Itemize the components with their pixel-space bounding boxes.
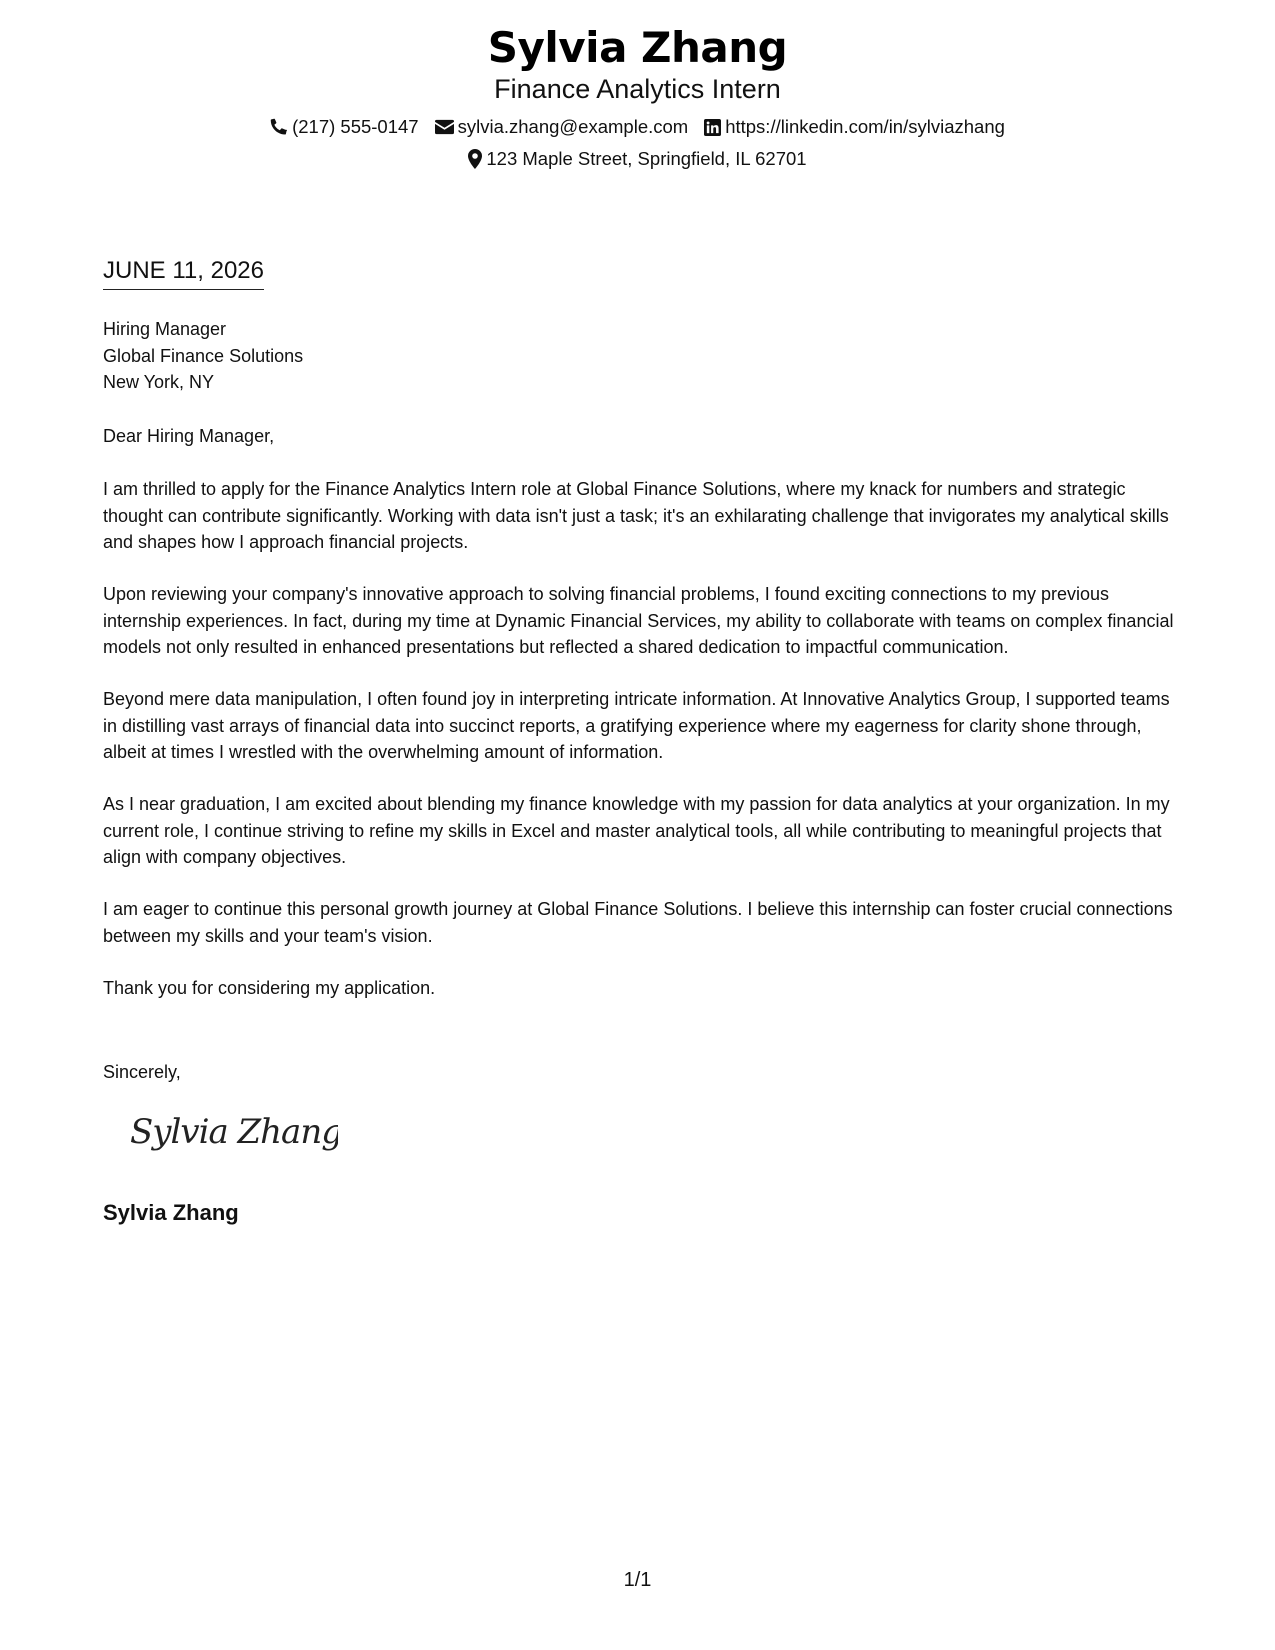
applicant-name: Sylvia Zhang <box>487 23 788 72</box>
contact-linkedin[interactable] <box>704 116 1005 138</box>
body-paragraph: As I near graduation, I am excited about blending my finance knowledge with my passion for data analytics at your organization. In my current role, I continue striving to refine my skills in Excel and master analytical tools, all while contributing to meaningful projects that align with company objectives. <box>103 794 1170 867</box>
body-paragraph: I am thrilled to apply for the Finance Analytics Intern role at Global Finance Solutions, where my knack for numbers and strategic thought can contribute significantly. Working with data isn't just a task; it's an exhilarating challenge that invigorates my analytical skills and shapes how I approach financial projects. <box>103 479 1169 552</box>
linkedin-url[interactable]: https://linkedin.com/in/sylviazhang <box>725 116 1005 137</box>
signer-name: Sylvia Zhang <box>103 1200 239 1225</box>
handwritten-signature <box>128 1107 338 1162</box>
applicant-title: Finance Analytics Intern <box>494 74 781 104</box>
street-address: 123 Maple Street, Springfield, IL 62701 <box>486 148 807 169</box>
page-number: 1/1 <box>623 1569 652 1591</box>
letter-header <box>0 0 1275 170</box>
body-paragraph: I am eager to continue this personal growth journey at Global Finance Solutions. I believe this internship can foster crucial connections between my skills and your team's vision. <box>103 899 1173 946</box>
svg-text:Sylvia Zhang: Sylvia Zhang <box>130 1112 338 1152</box>
contact-row-primary <box>0 116 1275 138</box>
recipient-block <box>103 316 303 396</box>
envelope-icon <box>435 119 454 135</box>
contact-email[interactable] <box>435 116 689 138</box>
email-address[interactable]: sylvia.zhang@example.com <box>457 116 689 137</box>
closing: Sincerely, <box>103 1062 181 1082</box>
body-paragraph: Upon reviewing your company's innovative approach to solving financial problems, I found exciting connections to my previous internship experiences. In fact, during my time at Dynamic Financial Services, my ability to collaborate with teams on complex financial models not only resulted in enhanced presentations but reflected a shared dedication to impactful communication. <box>103 584 1174 657</box>
salutation: Dear Hiring Manager, <box>103 426 275 446</box>
recipient-line: New York, NY <box>103 372 215 392</box>
contact-row-secondary <box>0 148 1275 170</box>
contact-phone <box>270 116 419 138</box>
recipient-line: Global Finance Solutions <box>103 345 304 366</box>
recipient-line: Hiring Manager <box>103 319 227 339</box>
linkedin-icon <box>704 119 721 136</box>
map-marker-icon <box>468 149 482 169</box>
letter-date: JUNE 11, 2026 <box>103 256 264 290</box>
contact-address <box>468 148 806 170</box>
body-paragraph: Beyond mere data manipulation, I often found joy in interpreting intricate information. At Innovative Analytics Group, I supported teams in distilling vast arrays of financial data into succinct reports, a gratifying experience where my eagerness for clarity shone through, albeit at times I wrestled with the overwhelming amount of information. <box>103 689 1170 762</box>
phone-number: (217) 555-0147 <box>292 116 419 137</box>
phone-icon <box>270 118 288 136</box>
body-paragraph: Thank you for considering my application. <box>103 978 436 998</box>
